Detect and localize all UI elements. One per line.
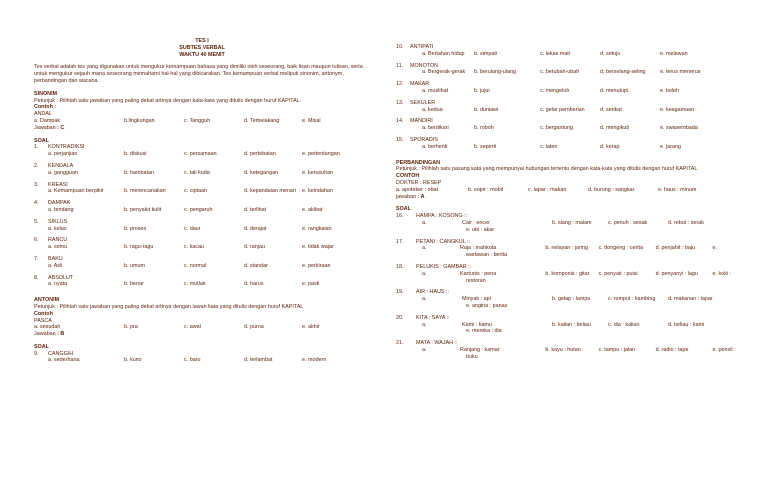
- question-stem: HAMPA : KOSONG ::: [416, 213, 468, 220]
- question-word: KONTRADIKSI: [48, 144, 85, 151]
- answer-label: Jawaban: [34, 331, 56, 338]
- question-word: CANGGIH: [48, 350, 74, 357]
- subtest-title: SUBTES VERBAL: [179, 44, 225, 51]
- question-word: SPORADIS: [410, 136, 438, 143]
- question-word: MONOTON: [410, 62, 439, 69]
- question-number: 18.: [396, 263, 404, 270]
- option[interactable]: e. boleh: [660, 87, 680, 94]
- antonim-example-word: PASCA: [34, 317, 52, 324]
- question-item: [34, 144, 370, 158]
- option[interactable]: d. ranjau: [244, 244, 265, 251]
- option-row: [396, 51, 741, 58]
- option-row: [34, 207, 370, 214]
- question-item: [34, 275, 370, 289]
- option[interactable]: c. pengaruh: [184, 206, 213, 213]
- option[interactable]: b. penyakit kulit: [124, 206, 162, 213]
- option[interactable]: b. kuno: [124, 357, 142, 364]
- option[interactable]: c. gelar pemberian: [540, 106, 585, 113]
- option[interactable]: a. berdikari: [422, 125, 449, 132]
- answer-value: : B: [57, 331, 65, 338]
- option[interactable]: c. normal: [184, 262, 207, 269]
- option[interactable]: d. harus: [244, 281, 264, 288]
- sinonim-question-list: [34, 144, 370, 288]
- antonim-question-list-continued: [396, 44, 741, 151]
- option: e. akhir: [302, 324, 320, 331]
- question-item: [396, 340, 741, 360]
- question-header: [396, 289, 741, 296]
- question-item: [396, 289, 741, 309]
- option[interactable]: c. daur: [184, 225, 201, 232]
- option[interactable]: d. kerap: [600, 143, 620, 150]
- question-header: [396, 315, 741, 322]
- option[interactable]: e. akibat: [302, 206, 323, 213]
- option[interactable]: b. umum: [124, 262, 145, 269]
- perbandingan-contoh-label: CONTOH: [396, 173, 420, 180]
- answer-value: : C: [57, 124, 65, 131]
- left-column: [34, 38, 370, 369]
- option-row: [396, 88, 741, 95]
- option[interactable]: e. pasti: [302, 281, 320, 288]
- antonim-instruction: Petunjuk : Pilihlah satu jawaban yang paling dekat artinya dengan lawan kata yang ditulis dengan huruf KAPITAL: [34, 303, 304, 310]
- question-item: [396, 137, 741, 151]
- option: d. burung : sangkar: [588, 186, 635, 193]
- perbandingan-question-list: [396, 213, 741, 360]
- question-number: 12.: [396, 81, 404, 88]
- question-item: [396, 63, 741, 77]
- option[interactable]: e. melawan: [660, 50, 688, 57]
- question-number: 19.: [396, 289, 404, 296]
- test-title: TES I: [195, 38, 209, 44]
- option-letter: a.: [422, 219, 427, 226]
- option[interactable]: e. keagamaan: [660, 106, 695, 113]
- option-row: [34, 151, 370, 158]
- question-word: MANDIRI: [410, 118, 433, 125]
- option-row: [34, 281, 370, 288]
- perbandingan-title: PERBANDINGAN: [396, 159, 441, 166]
- question-number: 16.: [396, 213, 404, 220]
- question-number: 13.: [396, 99, 404, 106]
- option-row: [34, 170, 370, 177]
- option: e. haus : minum: [658, 186, 697, 193]
- question-word: MAKAR: [410, 81, 430, 88]
- option: b.lingkungan: [124, 117, 155, 124]
- option[interactable]: e. terus menerus: [660, 69, 701, 76]
- option[interactable]: c. kacau: [184, 244, 205, 251]
- option[interactable]: a. Asli: [48, 262, 63, 269]
- sinonim-example-options: [34, 118, 370, 125]
- option-letter: a.: [422, 296, 427, 303]
- option: c. lapar : makan: [528, 186, 567, 193]
- perbandingan-example-stem: DOKTER : RESEP: [396, 179, 442, 186]
- question-header: [34, 256, 370, 263]
- sinonim-instruction: Petunjuk : Pilihlah satu jawaban yang paling dekat artinya dengan kata-kata yang ditulis dengan huruf KAPITAL.: [34, 97, 302, 104]
- option[interactable]: c. persamaan: [184, 151, 217, 158]
- question-item: [34, 256, 370, 270]
- option[interactable]: c. berubah-ubah: [540, 69, 580, 76]
- option-letter: a.: [422, 245, 427, 252]
- option[interactable]: Kartunis : pena: [459, 270, 497, 277]
- question-word: ABSOLUT: [48, 274, 74, 281]
- question-header: [34, 351, 370, 358]
- question-word: SIKLUS: [48, 218, 68, 225]
- option[interactable]: c. dia : kalian: [608, 321, 640, 328]
- question-stem: AIR : HAUS ::: [416, 289, 449, 296]
- question-header: [34, 219, 370, 226]
- option[interactable]: d. kepandaian menari: [244, 188, 296, 195]
- question-number: 17.: [396, 238, 404, 245]
- option[interactable]: d. beliau : kami: [668, 321, 705, 328]
- question-item: [396, 264, 741, 284]
- option[interactable]: a. Kemampuan berpikir: [48, 188, 104, 195]
- question-header: [396, 239, 741, 246]
- option-letter: a.: [422, 270, 427, 277]
- option[interactable]: c. mengeluh: [540, 87, 570, 94]
- question-header: [396, 118, 741, 125]
- option[interactable]: b. simpati: [474, 50, 498, 57]
- question-header: [396, 100, 741, 107]
- option[interactable]: b. seperti: [474, 143, 497, 150]
- question-stem: KITA : SAYA ::: [416, 314, 450, 321]
- option[interactable]: c. penuh : sesak: [608, 219, 648, 226]
- option-continuation[interactable]: buku: [466, 353, 478, 360]
- option[interactable]: c. rumput : kambing: [608, 296, 656, 303]
- option[interactable]: d. ketegangan: [244, 169, 279, 176]
- option[interactable]: d. mengikuti: [600, 125, 630, 132]
- question-number: 9.: [34, 350, 39, 357]
- option: a. sesudah: [34, 324, 61, 331]
- option[interactable]: a. perjanjian: [48, 151, 78, 158]
- option[interactable]: d. penjahit : baju: [655, 245, 696, 252]
- question-item: [34, 219, 370, 233]
- answer-value: : A: [417, 193, 425, 200]
- question-item: [34, 163, 370, 177]
- question-header: [396, 137, 741, 144]
- option[interactable]: c. tali kuda: [184, 169, 210, 176]
- option-row: [34, 357, 370, 364]
- question-number: 7.: [34, 255, 39, 262]
- option-row: [396, 347, 741, 354]
- option[interactable]: a. muslihat: [422, 87, 449, 94]
- question-word: KREASI: [48, 181, 68, 188]
- option-row: [34, 244, 370, 251]
- question-item: [34, 200, 370, 214]
- option-continuation[interactable]: restoran: [466, 277, 486, 284]
- question-word: RANCU: [48, 237, 68, 244]
- option[interactable]: e. swasembada: [660, 125, 698, 132]
- question-item: [396, 213, 741, 233]
- option[interactable]: b. kayu : hutan: [545, 346, 581, 353]
- question-item: [396, 81, 741, 95]
- question-number: 5.: [34, 218, 39, 225]
- option-row: [396, 144, 741, 151]
- option[interactable]: c. ciptaan: [184, 188, 208, 195]
- option: c. awal: [184, 324, 201, 331]
- option[interactable]: e. pensil :: [712, 346, 736, 353]
- option[interactable]: b. berulang-ulang: [474, 69, 516, 76]
- option[interactable]: b. hambatan: [124, 169, 154, 176]
- question-word: KENDALA: [48, 162, 74, 169]
- sinonim-answer: [34, 125, 370, 132]
- antonim-example-options: [34, 324, 370, 331]
- option[interactable]: a. nyata: [48, 281, 68, 288]
- time-limit: WAKTU 40 MENIT: [179, 51, 225, 58]
- option[interactable]: Minyak : api: [462, 296, 491, 303]
- option[interactable]: e.: [712, 245, 718, 252]
- option-row: [396, 271, 741, 278]
- option[interactable]: d. menutupi: [600, 87, 629, 94]
- option[interactable]: b. komponis : gitar: [545, 270, 590, 277]
- option: d. purna: [244, 324, 264, 331]
- option[interactable]: b. benar: [124, 281, 144, 288]
- question-header: [34, 163, 370, 170]
- option[interactable]: a. gangguan: [48, 169, 78, 176]
- question-header: [396, 213, 741, 220]
- option[interactable]: d. standar: [244, 262, 268, 269]
- soal-label-3: SOAL: [396, 206, 411, 213]
- option[interactable]: a. kedua: [422, 106, 443, 113]
- sinonim-contoh-label: Contoh :: [34, 104, 57, 111]
- option[interactable]: e. modern: [302, 357, 327, 364]
- antonim-title: ANTONIM: [34, 297, 60, 304]
- option[interactable]: e. perkiraan: [302, 262, 331, 269]
- option[interactable]: c. mutlak: [184, 281, 206, 288]
- option[interactable]: e. jarang: [660, 143, 681, 150]
- question-item: [34, 182, 370, 196]
- option-row: [396, 220, 741, 227]
- option[interactable]: e. keindahan: [302, 188, 333, 195]
- option[interactable]: c. baru: [184, 357, 201, 364]
- option[interactable]: b. nelayan : jaring: [545, 245, 588, 252]
- perbandingan-example-options: [396, 187, 741, 194]
- question-number: 14.: [396, 118, 404, 125]
- option[interactable]: c. laten: [540, 143, 558, 150]
- option[interactable]: b. roboh: [474, 125, 494, 132]
- question-header: [396, 264, 741, 271]
- soal-label: SOAL: [34, 137, 49, 144]
- antonim-question-list: [34, 351, 370, 365]
- question-header: [34, 237, 370, 244]
- question-item: [34, 351, 370, 365]
- option[interactable]: c. dongeng : cerita: [598, 245, 643, 252]
- question-header: [396, 340, 741, 347]
- option-continuation[interactable]: e. angina : panas: [466, 302, 508, 309]
- option[interactable]: e. pertentangan: [302, 151, 340, 158]
- option-continuation[interactable]: e. ubi : akar: [466, 226, 495, 233]
- option[interactable]: d. terlambat: [244, 357, 273, 364]
- option-row: [396, 125, 741, 132]
- perbandingan-answer: [396, 194, 741, 201]
- question-number: 1.: [34, 144, 39, 151]
- sinonim-example-word: ANDAL: [34, 111, 52, 118]
- question-header: [396, 44, 741, 51]
- question-number: 2.: [34, 162, 39, 169]
- question-item: [396, 44, 741, 58]
- option[interactable]: c. bergantung: [540, 125, 573, 132]
- option[interactable]: c. tampu : jalan: [598, 346, 636, 353]
- soal-label-2: SOAL: [34, 343, 49, 350]
- option[interactable]: d. pertebatan: [244, 151, 276, 158]
- option[interactable]: b. siang : malam: [552, 219, 592, 226]
- option[interactable]: c. lekas mati: [540, 50, 570, 57]
- right-column: [396, 44, 741, 365]
- option: e. Misal: [302, 117, 321, 124]
- option[interactable]: a. Bertahan hidup: [422, 50, 465, 57]
- option[interactable]: d. terlihat: [244, 206, 267, 213]
- question-stem: MATA : WAJAH ::: [416, 340, 458, 347]
- question-item: [396, 100, 741, 114]
- option: d. Terbelakang: [244, 117, 280, 124]
- question-word: ANTIPATI: [410, 44, 434, 50]
- option[interactable]: b. merencanakan: [124, 188, 166, 195]
- question-stem: PELUKIS : GAMBAR ::: [416, 263, 472, 270]
- question-number: 3.: [34, 181, 39, 188]
- option[interactable]: a. sederhana: [48, 357, 80, 364]
- answer-label: jawaban: [396, 193, 417, 200]
- antonim-answer: [34, 331, 370, 338]
- question-header: [396, 63, 741, 70]
- question-number: 11.: [396, 62, 404, 69]
- option: b. pra: [124, 324, 138, 331]
- question-number: 4.: [34, 200, 39, 207]
- question-word: BAKU: [48, 255, 63, 262]
- option[interactable]: d. rebut : serak: [668, 219, 704, 226]
- option: a. Dampak: [34, 117, 61, 124]
- question-item: [396, 239, 741, 259]
- option[interactable]: d. serikat: [600, 106, 622, 113]
- option[interactable]: a. semu: [48, 244, 68, 251]
- intro-paragraph: Tes verbal adalah tes yang digunakan untuk mengukur kemampuan bahasa yang dimiliki oleh seseorang, baik lisan maupun tulisan, serta untuk mengukur sejauh mana seseorang memahami hal-hal yang dibicarakan. Tes kemampuan verbal meliputi sinonim, antonym, perbandingan dan wacana.: [34, 64, 363, 84]
- option[interactable]: b. duniawi: [474, 106, 499, 113]
- question-item: [396, 315, 741, 335]
- option-row: [396, 322, 741, 329]
- option: b. sopir : mobil: [468, 186, 504, 193]
- question-number: 20.: [396, 314, 404, 321]
- option[interactable]: d. berselang-seling: [600, 69, 646, 76]
- option-letter: a.: [422, 346, 427, 353]
- question-item: [396, 118, 741, 132]
- option[interactable]: a. berhenti: [422, 143, 448, 150]
- question-number: 8.: [34, 274, 39, 281]
- option[interactable]: b. ragu-ragu: [124, 244, 154, 251]
- antonim-contoh-label: Contoh: [34, 310, 53, 317]
- option[interactable]: d. setuju: [600, 50, 621, 57]
- option-row: [34, 226, 370, 233]
- option-row: [396, 69, 741, 76]
- option[interactable]: a. Bergerak-gerak: [422, 69, 466, 76]
- option[interactable]: c. penyair : puisi: [598, 270, 638, 277]
- question-item: [34, 237, 370, 251]
- question-header: [34, 182, 370, 189]
- option[interactable]: b. jujur: [474, 87, 491, 94]
- option[interactable]: Kami : kamu: [462, 321, 492, 328]
- question-number: 15.: [396, 136, 404, 143]
- option-continuation[interactable]: wartawan : berita: [466, 252, 508, 259]
- option[interactable]: Ranjang : kamar: [459, 346, 500, 353]
- question-number: 21.: [396, 340, 404, 347]
- question-header: [34, 275, 370, 282]
- option[interactable]: b. diskusi: [124, 151, 147, 158]
- option[interactable]: Raja : mahkota: [459, 245, 497, 252]
- question-word: DAMPAK: [48, 200, 71, 207]
- option[interactable]: b. proses: [124, 225, 147, 232]
- perbandingan-instruction: Petunjuk : Pilihlah satu pasang kata yang mempunyai hubungan tertentu dengan kata-kata yang ditulis dengan huruf KAPITAL: [396, 166, 698, 173]
- option-row: [34, 263, 370, 270]
- option[interactable]: e. kerusuhan: [302, 169, 334, 176]
- question-number: 10.: [396, 44, 404, 50]
- question-header: [34, 200, 370, 207]
- option-continuation[interactable]: e. mereka : dia: [466, 328, 502, 335]
- option[interactable]: e. rangkaian: [302, 225, 332, 232]
- option-letter: a.: [422, 321, 427, 328]
- question-number: 6.: [34, 237, 39, 244]
- question-header: [396, 81, 741, 88]
- question-word: SEKULER: [410, 99, 436, 106]
- option[interactable]: d. makanan : lapar: [668, 296, 713, 303]
- option-row: [34, 188, 370, 195]
- option[interactable]: e. tidak wajar: [302, 244, 334, 251]
- question-stem: PETANI : CANGKUL ::: [416, 238, 470, 245]
- option[interactable]: Cair : encer: [462, 219, 490, 226]
- option: a. apoteker : obat: [396, 186, 438, 193]
- option[interactable]: e. koki :: [712, 270, 732, 277]
- option[interactable]: b. kalian : beliau: [552, 321, 591, 328]
- question-header: [34, 144, 370, 151]
- answer-label: Jawaban: [34, 124, 56, 131]
- option-row: [396, 245, 741, 252]
- option[interactable]: a. kelas: [48, 225, 67, 232]
- option[interactable]: b. gelap : lampu: [552, 296, 591, 303]
- option[interactable]: d. penyanyi : lagu: [655, 270, 698, 277]
- sinonim-title: SINONIM: [34, 90, 58, 97]
- option[interactable]: d. radio : tape: [655, 346, 689, 353]
- option[interactable]: a. tendang: [48, 206, 74, 213]
- option: c. Tangguh: [184, 117, 211, 124]
- option-row: [396, 296, 741, 303]
- option-row: [396, 107, 741, 114]
- option[interactable]: d. derajat: [244, 225, 267, 232]
